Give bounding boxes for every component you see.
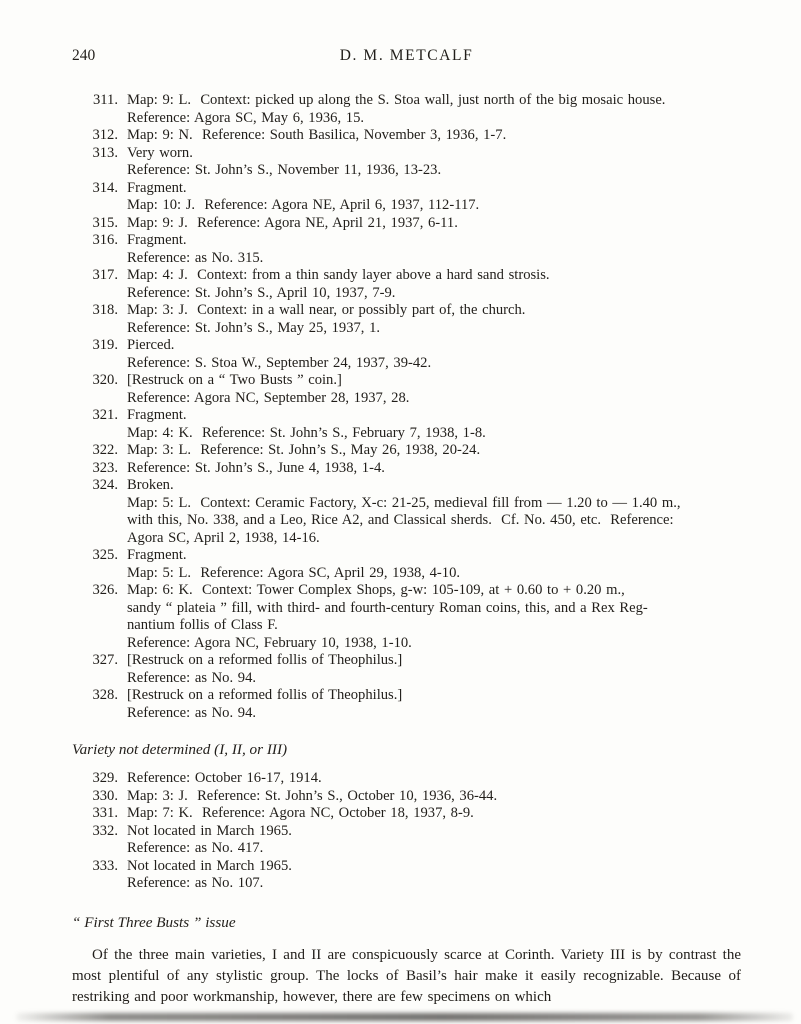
entry-line: Reference: St. John’s S., April 10, 1937, 7-9. [127, 284, 396, 301]
entry-text [127, 788, 741, 806]
entry-line: Very worn. [127, 144, 193, 161]
entry-number: 320. [92, 372, 118, 388]
catalog-entry [72, 92, 741, 127]
catalog-entry [72, 145, 741, 180]
entry-line: Map: 3: J. Context: in a wall near, or possibly part of, the church. [127, 302, 526, 318]
section-heading-first-three-busts: “ First Three Busts ” issue [72, 913, 236, 931]
entry-text [127, 547, 741, 582]
entry-line: nantium follis of Class F. [127, 617, 278, 633]
entry-line: Map: 4: K. Reference: St. John’s S., February 7, 1938, 1-8. [127, 424, 486, 441]
entry-number: 331. [92, 805, 118, 821]
catalog-entry [72, 858, 741, 893]
entry-number: 333. [92, 857, 118, 874]
entry-text [127, 442, 741, 460]
entry-text [127, 145, 741, 180]
entry-number: 316. [92, 232, 118, 248]
entry-line: Map: 6: K. Context: Tower Complex Shops, g-w: 105-109, at + 0.60 to + 0.20 m., [127, 582, 625, 598]
entry-line: Map: 7: K. Reference: Agora NC, October 18, 1937, 8-9. [127, 805, 474, 821]
entry-line: Reference: St. John’s S., May 25, 1937, 1. [127, 319, 381, 336]
entry-line: Map: 5: L. Context: Ceramic Factory, X-c: 21-25, medieval fill from — 1.20 to — 1.40 m., [127, 494, 681, 511]
catalog-entry [72, 267, 741, 302]
entry-number: 312. [92, 127, 118, 143]
page-header [72, 47, 741, 67]
catalog-entry [72, 687, 741, 722]
entry-line: sandy “ plateia ” fill, with third- and fourth-century Roman coins, this, and a Rex Reg- [127, 599, 648, 616]
catalog-entry [72, 460, 741, 478]
entry-line: with this, No. 338, and a Leo, Rice A2, and Classical sherds. Cf. No. 450, etc. Reference: [127, 512, 674, 528]
entry-line: Reference: as No. 94. [127, 669, 257, 686]
entry-text [127, 770, 741, 788]
entry-line: Agora SC, April 2, 1938, 14-16. [127, 529, 320, 546]
entry-line: Map: 4: J. Context: from a thin sandy layer above a hard sand strosis. [127, 267, 550, 283]
entry-text [127, 823, 741, 858]
entry-line: Reference: St. John’s S., June 4, 1938, 1-4. [127, 459, 385, 476]
entry-line: Not located in March 1965. [127, 822, 292, 839]
entry-number: 313. [92, 144, 118, 161]
entry-number: 327. [92, 652, 118, 668]
entry-line: Reference: Agora SC, May 6, 1936, 15. [127, 109, 365, 126]
entry-line: Reference: Agora NC, September 28, 1937, 28. [127, 389, 410, 406]
catalog-entry [72, 372, 741, 407]
entry-line: Reference: October 16-17, 1914. [127, 770, 322, 786]
entry-number: 324. [92, 477, 118, 493]
entry-line: Reference: as No. 315. [127, 249, 264, 266]
catalog-entry [72, 823, 741, 858]
entry-number: 319. [92, 337, 118, 353]
entry-text [127, 407, 741, 442]
entry-number: 328. [92, 687, 118, 703]
catalog-entry [72, 442, 741, 460]
catalog-entry [72, 302, 741, 337]
entry-line: [Restruck on a reformed follis of Theophilus.] [127, 652, 403, 668]
catalog-entry [72, 127, 741, 145]
entry-number: 315. [92, 214, 118, 231]
catalog-entry [72, 582, 741, 652]
variety-entry-list [72, 770, 741, 893]
entry-number: 325. [92, 547, 118, 563]
entry-number: 329. [92, 770, 118, 786]
section-heading-variety-not-determined: Variety not determined (I, II, or III) [72, 741, 288, 758]
entry-line: Reference: as No. 417. [127, 840, 264, 856]
entry-line: Map: 3: L. Reference: St. John’s S., May 26, 1938, 20-24. [127, 442, 481, 458]
entry-line: Reference: as No. 107. [127, 875, 264, 891]
entry-line: Pierced. [127, 337, 175, 353]
entry-number: 332. [92, 822, 118, 839]
catalog-entry [72, 788, 741, 806]
entry-line: Reference: as No. 94. [127, 704, 257, 721]
entry-line: Map: 9: N. Reference: South Basilica, November 3, 1936, 1-7. [127, 127, 507, 143]
catalog-entry [72, 407, 741, 442]
entry-text [127, 232, 741, 267]
entry-line: Reference: St. John’s S., November 11, 1936, 13-23. [127, 162, 442, 178]
entry-text [127, 92, 741, 127]
entry-line: Broken. [127, 477, 174, 493]
entry-line: Fragment. [127, 547, 187, 563]
closing-paragraph: Of the three main varieties, I and II are conspicuously scarce at Corinth. Variety III is by contrast the most plentiful of any stylistic group. The locks of Basil’s hair make it easily recognizable. Because of restriking and poor workmanship, however, there are few specimens on which [72, 946, 741, 1006]
entry-text [127, 337, 741, 372]
running-head: D. M. METCALF [339, 47, 474, 64]
entry-line: Fragment. [127, 407, 187, 423]
entry-line: Reference: Agora NC, February 10, 1938, 1-10. [127, 634, 412, 651]
entry-line: [Restruck on a reformed follis of Theophilus.] [127, 687, 403, 703]
entry-text [127, 582, 741, 652]
entry-text [127, 858, 741, 893]
entry-text [127, 372, 741, 407]
entry-number: 321. [92, 407, 118, 423]
catalog-entry [72, 652, 741, 687]
entry-text [127, 267, 741, 302]
entry-line: Map: 10: J. Reference: Agora NE, April 6, 1937, 112-117. [127, 197, 480, 213]
entry-number: 318. [92, 302, 118, 318]
catalog-entry [72, 477, 741, 547]
entry-text [127, 215, 741, 233]
entry-number: 330. [92, 787, 118, 804]
entry-line: Map: 9: J. Reference: Agora NE, April 21, 1937, 6-11. [127, 214, 458, 231]
entry-number: 322. [92, 442, 118, 458]
catalog-entry [72, 215, 741, 233]
entry-number: 314. [92, 179, 118, 196]
catalog-entry [72, 547, 741, 582]
entry-number: 317. [92, 267, 118, 283]
entry-text [127, 180, 741, 215]
entry-line: Fragment. [127, 179, 187, 196]
entry-line: Map: 5: L. Reference: Agora SC, April 29, 1938, 4-10. [127, 564, 461, 581]
catalog-entry [72, 337, 741, 372]
catalog-entry [72, 180, 741, 215]
catalog-entry [72, 232, 741, 267]
entry-text [127, 652, 741, 687]
page-number: 240 [72, 47, 96, 64]
entry-text [127, 460, 741, 478]
entry-line: Reference: S. Stoa W., September 24, 1937, 39-42. [127, 354, 432, 371]
entry-line: Map: 9: L. Context: picked up along the S. Stoa wall, just north of the big mosaic house. [127, 92, 666, 108]
entry-text [127, 127, 741, 145]
catalog-entry [72, 770, 741, 788]
entry-line: Map: 3: J. Reference: St. John’s S., October 10, 1936, 36-44. [127, 787, 498, 804]
catalog-entry [72, 805, 741, 823]
scan-edge-artifact [16, 1013, 793, 1021]
entry-number: 326. [92, 582, 118, 598]
entry-line: Not located in March 1965. [127, 857, 292, 874]
catalog-entry-list [72, 92, 741, 722]
entry-number: 323. [92, 459, 118, 476]
entry-number: 311. [93, 92, 118, 108]
entry-text [127, 805, 741, 823]
entry-text [127, 302, 741, 337]
entry-line: [Restruck on a “ Two Busts ” coin.] [127, 372, 342, 388]
entry-line: Fragment. [127, 232, 187, 248]
entry-text [127, 687, 741, 722]
entry-text [127, 477, 741, 547]
